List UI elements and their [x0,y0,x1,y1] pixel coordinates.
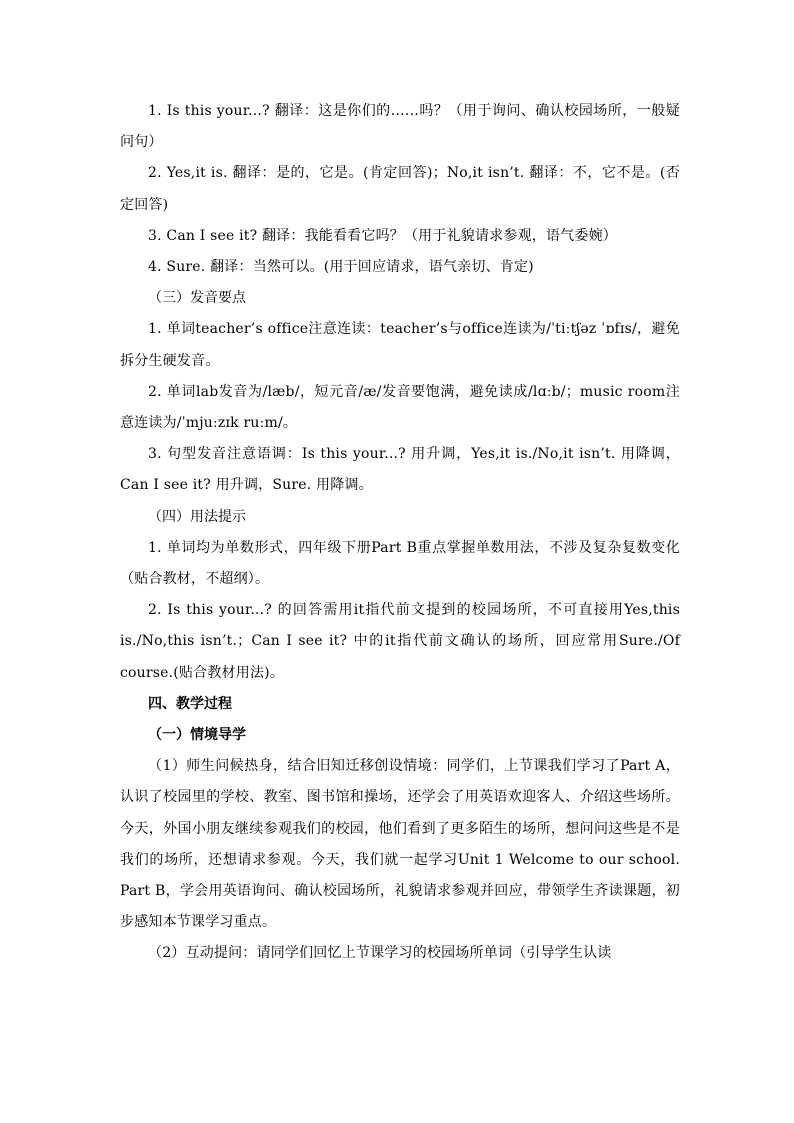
section-heading-teaching-process: 四、教学过程 [148,695,232,712]
paragraph-sentence-3: 3. Can I see it? 翻译：我能看看它吗？（用于礼貌请求参观，语气委婉） [148,227,617,244]
paragraph-pronunciation-1: 1. 单词teacher’s office注意连读：teacher’s与office连读为/ˈtiːtʃəz ˈɒfɪs/，避免拆分生硬发音。 [120,321,680,369]
paragraph-process-1: （1）师生问候热身，结合旧知迁移创设情境：同学们，上节课我们学习了Part A，认识了校园里的学校、教室、图书馆和操场，还学会了用英语欢迎客人、介绍这些场所。今天，外国小朋友继续参观我们的校园，他们看到了更多陌生的场所，想问问这些是不是我们的场所，还想请求参观。今天，我们就一起学习Unit 1 Welcome to our school. Part B，学会用英语询问、确认校园场所，礼貌请求参观并回应，带领学生齐读课题，初步感知本节课学习重点。 [120,758,680,931]
paragraph-sentence-2: 2. Yes,it is. 翻译：是的，它是。(肯定回答)；No,it isn’t. 翻译：不，它不是。(否定回答) [120,165,680,213]
paragraph-usage-1: 1. 单词均为单数形式，四年级下册Part B重点掌握单数用法，不涉及复杂复数变化（贴合教材，不超纲）。 [120,539,680,588]
paragraph-process-2: （2）互动提问：请同学们回忆上节课学习的校园场所单词（引导学生认读 [148,945,612,962]
section-heading-pronunciation: （三）发音要点 [148,290,246,307]
paragraph-sentence-4: 4. Sure. 翻译：当然可以。(用于回应请求，语气亲切、肯定) [148,259,534,276]
paragraph-pronunciation-2: 2. 单词lab发音为/læb/，短元音/æ/发音要饱满，避免读成/lɑːb/；music room注意连读为/ˈmjuːzɪk ruːm/。 [120,383,680,432]
document-page [120,96,680,970]
paragraph-pronunciation-3: 3. 句型发音注意语调：Is this your...? 用升调，Yes,it is./No,it isn’t. 用降调，Can I see it? 用升调，Sure. 用降调。 [120,446,680,494]
section-heading-usage: （四）用法提示 [148,508,246,525]
paragraph-usage-2: 2. Is this your...? 的回答需用it指代前文提到的校园场所，不可直接用Yes,this is./No,this isn’t.；Can I see it? 中的it指代前文确认的场所，回应常用Sure./Of course.(贴合教材用法)。 [120,602,680,681]
section-heading-situation-guide: （一）情境导学 [148,727,246,744]
paragraph-sentence-1: 1. Is this your...? 翻译：这是你们的……吗？（用于询问、确认校园场所，一般疑问句） [120,103,680,151]
